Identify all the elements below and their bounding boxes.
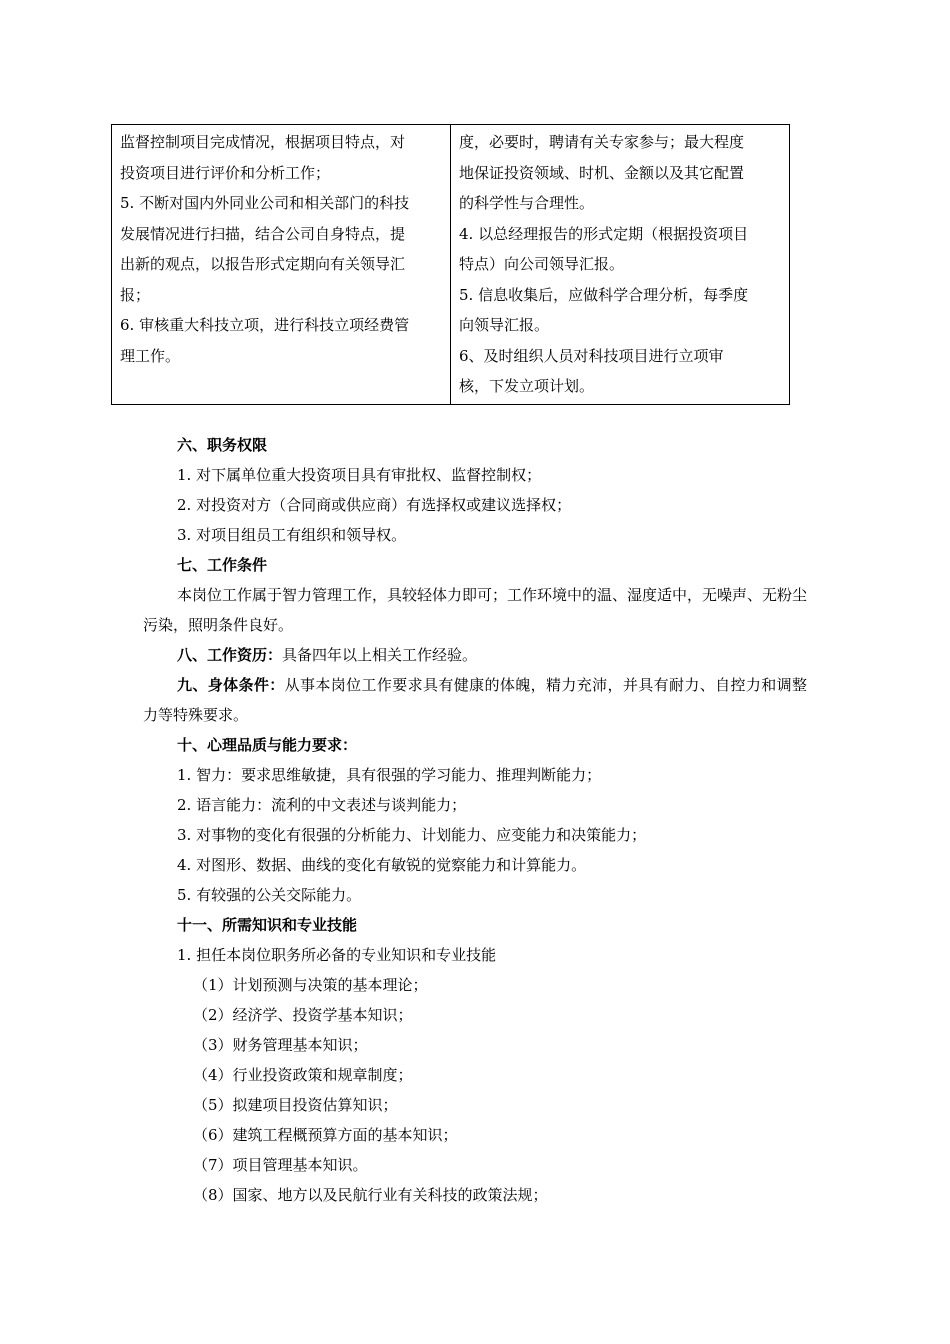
- list-item: 4. 对图形、数据、曲线的变化有敏锐的觉察能力和计算能力。: [177, 856, 587, 874]
- list-item: 3. 对项目组员工有组织和领导权。: [177, 526, 407, 544]
- cell-text-line: 理工作。: [120, 346, 181, 365]
- cell-text-line: 特点）向公司领导汇报。: [459, 255, 625, 273]
- section-text: 从事本岗位工作要求具有健康的体魄，精力充沛，并具有耐力、自控力和调整力等特殊要求。: [143, 676, 807, 724]
- sub-list-item: （4）行业投资政策和规章制度；: [193, 1066, 413, 1084]
- cell-text-line: 报；: [120, 285, 151, 304]
- sub-list-item: （6）建筑工程概预算方面的基本知识；: [193, 1126, 458, 1144]
- cell-text-line: 6. 审核重大科技立项，进行科技立项经费管: [120, 316, 410, 334]
- section-heading-authority: 六、职务权限: [177, 436, 268, 454]
- cell-text-line: 核，下发立项计划。: [459, 377, 595, 395]
- cell-text-line: 发展情况进行扫描，结合公司自身特点，提: [120, 224, 406, 243]
- sub-list-item: （3）财务管理基本知识；: [193, 1036, 368, 1054]
- sub-list-item: （5）拟建项目投资估算知识；: [193, 1096, 398, 1114]
- section-heading-conditions: 七、工作条件: [177, 556, 268, 574]
- section-heading-physical: 九、身体条件：: [177, 676, 285, 694]
- cell-text-line: 监督控制项目完成情况，根据项目特点，对: [120, 133, 406, 151]
- cell-text-line: 度，必要时，聘请有关专家参与；最大程度: [459, 133, 745, 151]
- section-heading-psychology: 十、心理品质与能力要求：: [177, 736, 358, 754]
- cell-text-line: 5. 信息收集后，应做科学合理分析，每季度: [459, 285, 749, 304]
- cell-text-line: 出新的观点，以报告形式定期向有关领导汇: [120, 255, 406, 273]
- sub-list-item: （1）计划预测与决策的基本理论；: [193, 976, 428, 994]
- cell-text-line: 的科学性与合理性。: [459, 194, 595, 212]
- cell-text-line: 4. 以总经理报告的形式定期（根据投资项目: [459, 224, 749, 243]
- cell-text-line: 向领导汇报。: [459, 316, 550, 334]
- cell-text-line: 6、及时组织人员对科技项目进行立项审: [459, 346, 724, 365]
- section-heading-experience: 八、工作资历：: [177, 646, 283, 664]
- duty-table: [111, 124, 790, 405]
- sub-list-item: （7）项目管理基本知识。: [193, 1156, 368, 1174]
- section-text: 具备四年以上相关工作经验。: [282, 646, 478, 664]
- section-heading-knowledge: 十一、所需知识和专业技能: [177, 916, 358, 934]
- cell-text-line: 5. 不断对国内外同业公司和相关部门的科技: [120, 194, 410, 212]
- sub-list-item: （2）经济学、投资学基本知识；: [193, 1006, 413, 1024]
- cell-text-line: 地保证投资领域、时机、金额以及其它配置: [459, 163, 745, 182]
- section-experience: [143, 640, 807, 670]
- document-body: [143, 430, 807, 1210]
- table-cell-right: [451, 125, 790, 405]
- list-item: 5. 有较强的公关交际能力。: [177, 886, 362, 904]
- list-item: 2. 语言能力：流利的中文表述与谈判能力；: [177, 796, 467, 814]
- list-item: 1. 对下属单位重大投资项目具有审批权、监督控制权；: [177, 466, 542, 484]
- section-physical: [143, 670, 807, 730]
- cell-text-line: 投资项目进行评价和分析工作；: [120, 163, 331, 182]
- list-intro: 1. 担任本岗位职务所必备的专业知识和专业技能: [177, 946, 497, 964]
- list-item: 3. 对事物的变化有很强的分析能力、计划能力、应变能力和决策能力；: [177, 826, 647, 844]
- sub-list-item: （8）国家、地方以及民航行业有关科技的政策法规；: [193, 1186, 548, 1204]
- table-cell-left: [112, 125, 451, 405]
- list-item: 2. 对投资对方（合同商或供应商）有选择权或建议选择权；: [177, 496, 572, 514]
- list-item: 1. 智力：要求思维敏捷，具有很强的学习能力、推理判断能力；: [177, 766, 602, 784]
- table-row: [112, 125, 790, 405]
- section-paragraph: 本岗位工作属于智力管理工作，具较轻体力即可；工作环境中的温、湿度适中，无噪声、无粉尘污染，照明条件良好。: [143, 586, 808, 634]
